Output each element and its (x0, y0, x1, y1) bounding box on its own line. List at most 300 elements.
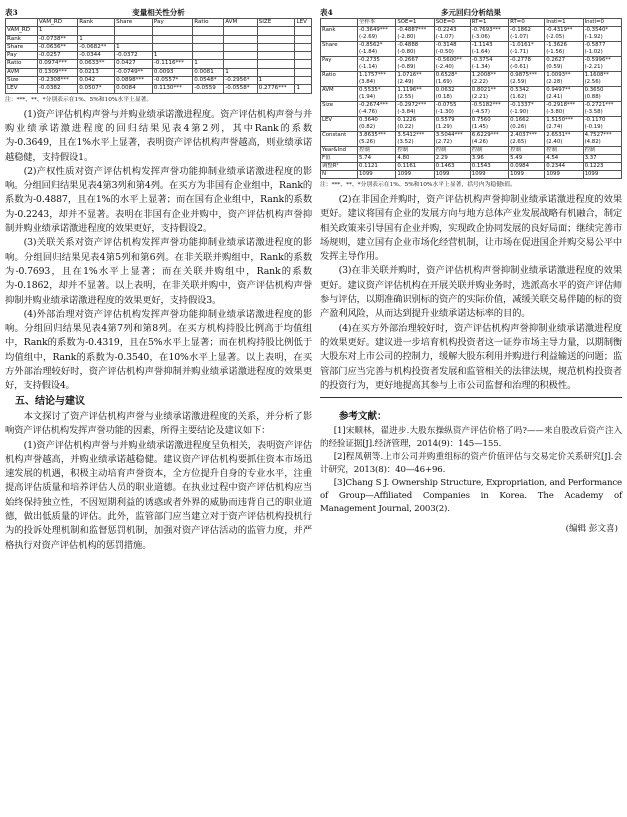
table4-tstat-cell: (-0.89) (396, 64, 434, 72)
table4-coef-cell: 2.4037*** (509, 132, 545, 140)
reference-item: [3]Chang S J. Ownership Structure, Expropriation, and Performance of Group—Affiliated Companies in Korea. The Academy of Management Journal, 2003(2). (320, 478, 622, 515)
table4-coef-cell: 0.1662 (509, 117, 545, 125)
table4-tstat-row (321, 49, 622, 57)
table4-tstat-cell: (1.45) (470, 124, 508, 132)
table4-tstat-row (321, 64, 622, 72)
table4-cell: 3.37 (583, 155, 621, 163)
table3-cell: -0.0682** (78, 43, 115, 51)
table4-tstat-row (321, 124, 622, 132)
table4-coef-cell: -0.5600** (434, 57, 470, 65)
table4-row-label: Ratio (321, 72, 358, 80)
table4-title: 多元回归分析结果 (441, 8, 501, 17)
table4-coef-cell: 3.8635*** (358, 132, 396, 140)
reference-item: [1]宋顺林，翟进步.大股东操纵资产评估价格了吗?——来自股改后资产注入的经验证据[J].经济管理，2014(9)：145—155. (320, 426, 622, 450)
table3-cell: -0.0636** (37, 43, 77, 51)
table4-cell: 1099 (509, 171, 545, 179)
table4-cell: 1099 (545, 171, 583, 179)
table4-cell: 3.96 (470, 155, 508, 163)
table4-tstat-cell: (0.26) (509, 124, 545, 132)
table4-coef-cell: 0.9497** (545, 87, 583, 95)
table4-coef-cell: 0.3640 (358, 117, 396, 125)
table4-cell: 1099 (434, 171, 470, 179)
table3-cell (115, 27, 153, 35)
table3-cell: 0.0548* (193, 77, 224, 85)
table4-coef-cell: 3.5044*** (434, 132, 470, 140)
table3-cell: 0.0081 (193, 68, 224, 76)
table4-coef-cell: 1.2008** (470, 72, 508, 80)
table3-note: 注：***、**、*分别表示在1%、5%和10%水平上显著。 (5, 96, 153, 103)
table4-coef-cell: 4.7527*** (583, 132, 621, 140)
table4-tstat-row (321, 94, 622, 102)
table3-row-label: LEV (6, 85, 38, 93)
table4-tstat-cell: (2.28) (545, 79, 583, 87)
table4-tstat-cell: (2.21) (470, 94, 508, 102)
table4-row (321, 171, 622, 179)
table4-tstat-cell: (-2.05) (545, 34, 583, 42)
right-column (320, 6, 622, 534)
table3-cell (224, 60, 257, 68)
table3-cell: 0.0084 (115, 85, 153, 93)
table4-empty-cell (321, 34, 358, 42)
table3-cell (152, 27, 192, 35)
table3-cell: 0.042 (78, 77, 115, 85)
table4-coef-cell: 1.1608** (583, 72, 621, 80)
table3-header-cell: SIZE (257, 19, 295, 27)
table4-tstat-row (321, 79, 622, 87)
table3-header-cell: Pay (152, 19, 192, 27)
table4-coef-cell: -0.1862 (509, 27, 545, 35)
table3-cell: -0.0382 (37, 85, 77, 93)
table3-cell (78, 27, 115, 35)
table4-cell: 0.2344 (545, 163, 583, 171)
table4-cell: 0.1223 (583, 163, 621, 171)
table4-row-label: LEV (321, 117, 358, 125)
table4-row-label: AVM (321, 87, 358, 95)
table3-cell (257, 43, 295, 51)
table4-coef-cell: -0.3148 (434, 42, 470, 50)
table4-coef-cell: 1.0716** (396, 72, 434, 80)
table4-row-label: Year&Ind (321, 147, 358, 155)
table3-cell: 1 (37, 27, 77, 35)
table3-row (6, 52, 312, 60)
table4-header-cell: Insti=0 (583, 19, 621, 27)
table4-tstat-cell: (-1.56) (545, 49, 583, 57)
table3-cell: 1 (152, 52, 192, 60)
table4-coef-cell: -0.2918*** (545, 102, 583, 110)
table4-row (321, 102, 622, 110)
table3-cell: -0.1116*** (152, 60, 192, 68)
table4-coef-cell: -0.4887*** (396, 27, 434, 35)
table3-cell (295, 27, 312, 35)
table3-row (6, 27, 312, 35)
table3-title: 变量相关性分析 (132, 8, 185, 17)
table4-cell: 4.54 (545, 155, 583, 163)
table3-cell (257, 52, 295, 60)
table4-row-label: Constant (321, 132, 358, 140)
table4-row (321, 57, 622, 65)
table3-cell: 0.0633** (78, 60, 115, 68)
table3-row (6, 35, 312, 43)
table4-tstat-cell: (2.22) (470, 79, 508, 87)
table3-header-cell: Rank (78, 19, 115, 27)
table4-tstat-cell: (-4.76) (358, 109, 396, 117)
table3-cell: 1 (193, 60, 224, 68)
table4-coef-cell: 1.1757*** (358, 72, 396, 80)
table3-number: 表3 (5, 8, 18, 17)
table4-empty-cell (321, 49, 358, 57)
table4-tstat-cell: (0.18) (434, 94, 470, 102)
table4-row (321, 87, 622, 95)
table4-coef-cell: -0.3540* (583, 27, 621, 35)
table3-cell (224, 35, 257, 43)
table4-coef-cell: 0.2627 (545, 57, 583, 65)
table4-cell: 1099 (358, 171, 396, 179)
table4-tstat-cell: (-0.19) (583, 124, 621, 132)
table4-coef-cell: -0.2243 (434, 27, 470, 35)
table3-cell: 1 (115, 43, 153, 51)
table4-tstat-cell: (-2.21) (583, 64, 621, 72)
table4-coef-cell: -0.1337* (509, 102, 545, 110)
table4-coef-cell: 6.6229*** (470, 132, 508, 140)
table3-corner-cell (6, 19, 38, 27)
table4-coef-cell: -0.8562* (358, 42, 396, 50)
table4-cell: 控制 (545, 147, 583, 155)
table3-row-label: AVM (6, 68, 38, 76)
left-paragraphs (5, 108, 312, 394)
table4-tstat-cell: (-1.71) (509, 49, 545, 57)
table3-row-label: VAM_RD (6, 27, 38, 35)
table3-cell: 0.0213 (78, 68, 115, 76)
table4-tstat-row (321, 34, 622, 42)
table4-tstat-cell: (4.82) (583, 139, 621, 147)
table4-tstat-cell: (0.82) (358, 124, 396, 132)
table3-cell (152, 43, 192, 51)
table4-coef-cell: 0.1226 (396, 117, 434, 125)
editor-credit: (编辑 彭文喜) (565, 524, 618, 535)
table4-coef-cell: 0.8021** (470, 87, 508, 95)
table4-tstat-cell: (5.26) (358, 139, 396, 147)
table3-cell (257, 68, 295, 76)
table4-row-label: N (321, 171, 358, 179)
table4-coef-cell: -0.2735 (358, 57, 396, 65)
table4-cell: 控制 (583, 147, 621, 155)
table4-cell: 1099 (583, 171, 621, 179)
table4-cell: 控制 (396, 147, 434, 155)
table4-tstat-cell: (-1.64) (470, 49, 508, 57)
table3-header-cell: LEV (295, 19, 312, 27)
table3-cell: -0.0738** (37, 35, 77, 43)
table4-row (321, 27, 622, 35)
table3-cell (224, 43, 257, 51)
table3-cell (193, 52, 224, 60)
table4-coef-cell: 0.5579 (434, 117, 470, 125)
table4-coef-cell: 2.6531** (545, 132, 583, 140)
table3-header-row (6, 19, 312, 27)
table3-cell (295, 35, 312, 43)
table4-tstat-cell: (-3.58) (583, 109, 621, 117)
table4-tstat-cell: (-1.02) (583, 49, 621, 57)
table4-row (321, 42, 622, 50)
table4-row (321, 117, 622, 125)
right-paragraphs (320, 193, 622, 393)
table3-cell: 0.0898*** (115, 77, 153, 85)
table4-tstat-cell: (2.41) (545, 94, 583, 102)
table3-cell: -0.0344 (78, 52, 115, 60)
table4-coef-cell: -0.2972*** (396, 102, 434, 110)
table4-tstat-cell: (-2.40) (434, 64, 470, 72)
table4-cell: 0.1161 (396, 163, 434, 171)
table4-row-label: 调整R² (321, 163, 358, 171)
table4-tstat-cell: (-1.84) (358, 49, 396, 57)
table3-row-label: Ratio (6, 60, 38, 68)
table3-cell: 1 (295, 85, 312, 93)
table3-cell: -0.0558* (224, 85, 257, 93)
table4-tstat-cell: (1.69) (434, 79, 470, 87)
table4-tstat-cell: (2.55) (396, 94, 434, 102)
table3-cell: 1 (78, 35, 115, 43)
table3-row-label: Pay (6, 52, 38, 60)
table3-header-cell: Share (115, 19, 153, 27)
table4-empty-cell (321, 139, 358, 147)
table4-coef-cell: 0.9875*** (509, 72, 545, 80)
body-paragraph: (2)在非国企并购时，资产评估机构声誉抑制业绩承诺激进程度的效果更好。建议将国有企业的发展方向与地方总体产业发展战略有机融合，制定相关政策来引导国有企业并购，实现政企协同发展的良好局面；继续完善市场规则，建立国有企业市场化经营机制，让市场在促进国企并购交易公平中发挥主导作用。 (320, 194, 622, 263)
table4-header-cell: SOE=0 (434, 19, 470, 27)
table3-cell: -0.2956* (224, 77, 257, 85)
table4-cell: 5.74 (358, 155, 396, 163)
table3-cell (295, 77, 312, 85)
table4-tstat-cell: (-2.69) (358, 34, 396, 42)
table4-row-label: Share (321, 42, 358, 50)
table4-coef-cell: 1.1196** (396, 87, 434, 95)
table4-cell: 2.29 (434, 155, 470, 163)
table4-tstat-cell: (2.59) (509, 79, 545, 87)
table3-cell: 0.0507* (78, 85, 115, 93)
table4-coef-cell: 3.5412*** (396, 132, 434, 140)
table4-cell: 1099 (396, 171, 434, 179)
table4-tstat-cell: (-1.14) (358, 64, 396, 72)
table3-cell (295, 60, 312, 68)
body-paragraph: 本文探讨了资产评估机构声誉与业绩承诺激进程度的关系，并分析了影响资产评估机构发挥声誉功能的因素，所得主要结论及建议如下： (5, 410, 312, 437)
table3-cell: 0.0427 (115, 60, 153, 68)
table4-cell: 控制 (470, 147, 508, 155)
table4-empty-cell (321, 94, 358, 102)
table3-row (6, 85, 312, 93)
table4 (320, 18, 622, 179)
table4-row (321, 155, 622, 163)
table4-tstat-cell: (0.22) (396, 124, 434, 132)
table4-coef-cell: -1.3626 (545, 42, 583, 50)
table3-cell: -0.0749** (115, 68, 153, 76)
table4-coef-cell: 0.0632 (434, 87, 470, 95)
table3-header-cell: AVM (224, 19, 257, 27)
body-paragraph: (1)资产评估机构声誉与并购业绩承诺激进程度呈负相关，表明资产评估机构声誉越高，并购业绩承诺越稳健。建议资产评估机构要抓住资本市场迅速发展的机遇，积极主动培育声誉资本，全方位提升自身的专业水平，注重提高评估质量和培养评估人员的职业道德。在执业过程中资产评估机构应当始终保持独立性，不因短期利益的诱惑或者外界的威胁而违背自己的职业道德，做出低质量的评估。此外，监管部门应当建立对于资产评估机构投机行为的投诉处理机制和监督惩罚机制，加强对资产评估活动的监管力度，并严格执行对资产评估机构的惩罚措施。 (5, 439, 312, 551)
table4-header-cell: RT=0 (509, 19, 545, 27)
table4-coef-cell: -0.2721*** (583, 102, 621, 110)
table4-tstat-cell: (-1.07) (434, 34, 470, 42)
table4-tstat-cell: (-1.92) (583, 34, 621, 42)
table3-cell: 0.0093 (152, 68, 192, 76)
table4-empty-cell (321, 109, 358, 117)
table4-header-cell (321, 19, 358, 27)
table3-cell (224, 52, 257, 60)
table4-coef-cell: -0.7693*** (470, 27, 508, 35)
table4-coef-cell: -0.2674*** (358, 102, 396, 110)
table4-coef-cell: 0.5342 (509, 87, 545, 95)
table4-tstat-row (321, 139, 622, 147)
body-paragraph: (3)在非关联并购时，资产评估机构声誉抑制业绩承诺激进程度的效果更好。建议资产评估机构在开展关联并购业务时，选派高水平的资产评估师参与评估，以期准确识别标的资产的实际价值，减缓关联交易伴随的标的资产盈利风险，从而达到提升业绩承诺达标率的目的。 (320, 265, 622, 320)
table3-cell (193, 43, 224, 51)
table3-cell: -0.2308*** (37, 77, 77, 85)
table4-coef-cell: -0.1170 (583, 117, 621, 125)
table3-caption (5, 6, 312, 18)
table3-cell (193, 27, 224, 35)
table3-row (6, 77, 312, 85)
table4-coef-cell: 0.3650 (583, 87, 621, 95)
table3-cell: 0.2776*** (257, 85, 295, 93)
table3-cell (257, 60, 295, 68)
table4-tstat-cell: (-0.50) (434, 49, 470, 57)
body-paragraph: (4)外部治理对资产评估机构发挥声誉功能抑制业绩承诺激进程度的影响。分组回归结果见表4第7列和第8列。在买方机构持股比例高于均值组中，Rank的系数为-0.4319，且在5%水平上显著；而在机构持股比例低于均值组中，Rank的系数为-0.3540，在10%水平上显著。以上表明，在买方外部治理较好时，资产评估机构声誉抑制并购业绩承诺激进程度的效果更好，支持假设4。 (5, 308, 312, 392)
table4-tstat-cell: (1.29) (434, 124, 470, 132)
table3-cell (257, 35, 295, 43)
table4-tstat-cell: (-0.80) (396, 49, 434, 57)
table3-cell: -0.0557* (152, 77, 192, 85)
table4-coef-cell: -1.0161* (509, 42, 545, 50)
table3-cell (257, 27, 295, 35)
table4-cell: 4.80 (396, 155, 434, 163)
table3-row-label: Rank (6, 35, 38, 43)
table3-cell: -0.0257 (37, 52, 77, 60)
table4-tstat-cell: (0.88) (583, 94, 621, 102)
table4-cell: 控制 (358, 147, 396, 155)
table4-coef-cell: -0.2667 (396, 57, 434, 65)
table4-tstat-cell: (2.72) (434, 139, 470, 147)
table3-cell (115, 35, 153, 43)
references-title: 参考文献： (339, 411, 387, 423)
table4-cell: 0.1543 (470, 163, 508, 171)
table4-coef-cell: -0.3649*** (358, 27, 396, 35)
table4-coef-cell: -0.4319** (545, 27, 583, 35)
table4-tstat-cell: (0.59) (545, 64, 583, 72)
section-title: 五、结论与建议 (15, 395, 85, 407)
table4-row (321, 132, 622, 140)
table4-empty-cell (321, 79, 358, 87)
table4-coef-cell: -0.2778 (509, 57, 545, 65)
table4-note: 注：***、**、*分别表示在1%、5%和10%水平上显著，括号内为稳健t值。 (320, 182, 516, 188)
left-column (5, 6, 312, 553)
table3-cell (193, 35, 224, 43)
table4-tstat-cell: (2.49) (396, 79, 434, 87)
table4-cell: 1099 (470, 171, 508, 179)
table4-coef-cell: 0.7560 (470, 117, 508, 125)
table4-coef-cell: -0.5877 (583, 42, 621, 50)
table4-tstat-cell: (3.52) (396, 139, 434, 147)
table3-header-cell: Ratio (193, 19, 224, 27)
table4-coef-cell: -0.5996** (583, 57, 621, 65)
table4-coef-cell: -1.1143 (470, 42, 508, 50)
table4-tstat-cell: (2.40) (545, 139, 583, 147)
table4-tstat-cell: (-1.07) (509, 34, 545, 42)
table4-cell: 0.0984 (509, 163, 545, 171)
table4-row-label: Size (321, 102, 358, 110)
table4-tstat-cell: (-1.90) (509, 109, 545, 117)
divider (320, 397, 622, 398)
table4-coef-cell: 0.5535* (358, 87, 396, 95)
table4-coef-cell: -0.0755 (434, 102, 470, 110)
table4-tstat-cell: (-3.84) (396, 109, 434, 117)
table4-tstat-cell: (-3.80) (545, 109, 583, 117)
conclusion-paragraphs (5, 410, 312, 553)
table4-number: 表4 (320, 8, 333, 17)
table3 (5, 18, 312, 94)
table3-cell: 0.1309*** (37, 68, 77, 76)
table4-caption (320, 6, 622, 18)
table4-row-label: Pay (321, 57, 358, 65)
table4-tstat-cell: (-1.30) (434, 109, 470, 117)
table4-tstat-cell: (-0.61) (509, 64, 545, 72)
table3-row-label: Size (6, 77, 38, 85)
table4-coef-cell: 1.5150*** (545, 117, 583, 125)
table4-header-cell: 全样本 (358, 19, 396, 27)
table4-tstat-cell: (2.65) (509, 139, 545, 147)
reference-item: [2]程凤朝等.上市公司并购重组标的资产价值评估与交易定价关系研究[J].会计研究，2013(8)：40—46+96. (320, 452, 622, 476)
table4-tstat-cell: (-2.80) (396, 34, 434, 42)
table4-cell: 控制 (434, 147, 470, 155)
table4-header-cell: RT=1 (470, 19, 508, 27)
references-list (320, 425, 622, 516)
table3-cell: 1 (257, 77, 295, 85)
table4-cell: 0.1121 (358, 163, 396, 171)
table4-tstat-cell: (1.94) (358, 94, 396, 102)
body-paragraph: (4)在买方外部治理较好时，资产评估机构声誉抑制业绩承诺激进程度的效果更好。建议进一步培育机构投资者这一证券市场主导力量，以期制衡大股东对上市公司的控制力，缓解大股东利用并购进行利益输送的问题；监管部门应当完善与机构投资者发展和监管相关的法律法规，规范机构投资者的投资行为，更好地提高其参与上市公司监督和治理的积极性。 (320, 322, 622, 391)
table3-cell (295, 43, 312, 51)
table4-row-label: Rank (321, 27, 358, 35)
table4-coef-cell: -0.5182*** (470, 102, 508, 110)
table4-row-label: F值 (321, 155, 358, 163)
table4-tstat-cell: (-3.06) (470, 34, 508, 42)
table4-header-cell: Insti=1 (545, 19, 583, 27)
table4-coef-cell: -0.4888 (396, 42, 434, 50)
table4-tstat-cell: (-1.34) (470, 64, 508, 72)
table4-coef-cell: -0.3754 (470, 57, 508, 65)
table4-row (321, 163, 622, 171)
table4-tstat-cell: (2.56) (583, 79, 621, 87)
table4-header-cell: SOE=1 (396, 19, 434, 27)
table4-header-row (321, 19, 622, 27)
table3-cell: 0.1130*** (152, 85, 192, 93)
table4-cell: 0.1463 (434, 163, 470, 171)
body-paragraph: (2)产权性质对资产评估机构发挥声誉功能抑制业绩承诺激进程度的影响。分组回归结果见表4第3列和第4列。在买方为非国有企业组中，Rank的系数为-0.4887，且在1%的水平上显著；而在国有企业组中，Rank的系数为-0.2243，却并不显著。表明在非国有企业并购中，资产评估机构声誉抑制并购业绩承诺激进程度的效果更好，支持假设2。 (5, 165, 312, 235)
table3-cell: -0.0372 (115, 52, 153, 60)
table4-tstat-cell: (3.84) (358, 79, 396, 87)
table4-coef-cell: 0.6528* (434, 72, 470, 80)
table4-cell: 控制 (509, 147, 545, 155)
table4-row (321, 147, 622, 155)
table4-empty-cell (321, 64, 358, 72)
table4-coef-cell: 1.0093** (545, 72, 583, 80)
table4-row (321, 72, 622, 80)
table3-header-cell: VAM_RD (37, 19, 77, 27)
table4-cell: 5.49 (509, 155, 545, 163)
table4-tstat-row (321, 109, 622, 117)
table3-cell: -0.0559 (193, 85, 224, 93)
table3-cell: 1 (224, 68, 257, 76)
table4-tstat-cell: (4.26) (470, 139, 508, 147)
body-paragraph: (3)关联关系对资产评估机构发挥声誉功能抑制业绩承诺激进程度的影响。分组回归结果见表4第5列和第6列。在非关联并购组中，Rank的系数为-0.7693，且在1%水平上显著；而在关联并购组中，Rank的系数为-0.1862，却并不显著。以上表明，在非关联并购中，资产评估机构声誉抑制并购业绩承诺激进程度的效果更好，支持假设3。 (5, 237, 312, 306)
table3-cell: 0.0974*** (37, 60, 77, 68)
table4-empty-cell (321, 124, 358, 132)
table4-tstat-cell: (-4.57) (470, 109, 508, 117)
